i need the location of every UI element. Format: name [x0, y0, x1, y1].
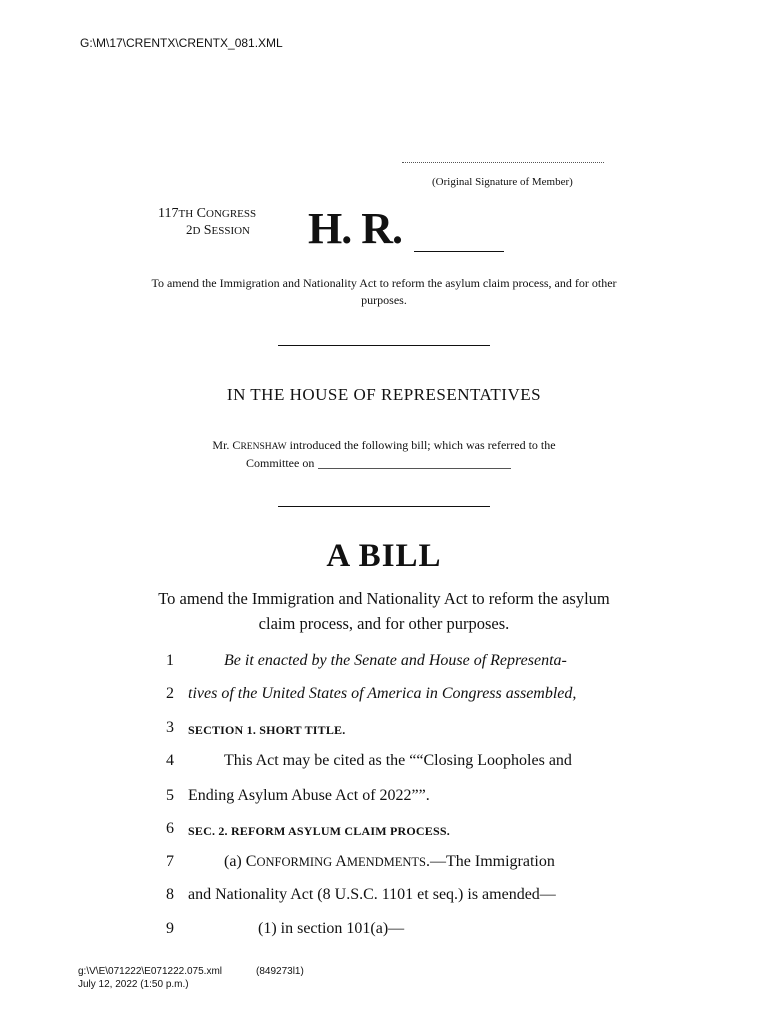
long-title: To amend the Immigration and Nationality Act to reform the asylum claim process, and for other purposes. [158, 589, 610, 633]
paragraph-line: (1) in section 101(a)— [258, 920, 405, 937]
short-description: To amend the Immigration and Nationality Act to reform the asylum claim process, and for other purposes. [151, 276, 617, 307]
enacting-clause-line: tives of the United States of America in Congress assembled, [188, 685, 577, 702]
section-heading: SEC. 2. REFORM ASYLUM CLAIM PROCESS. [188, 824, 450, 838]
body-text-line: Ending Asylum Abuse Act of 2022””. [188, 787, 430, 804]
line-number: 7 [166, 853, 174, 870]
session-label: 2D SESSION [186, 222, 251, 238]
divider-rule [278, 506, 490, 507]
body-text-line: and Nationality Act (8 U.S.C. 1101 et seq.) is amended— [188, 886, 556, 903]
footer-file: g:\V\E\071222\E071222.075.xml [78, 966, 222, 977]
subsection-heading-line: (a) CONFORMING AMENDMENTS.—The Immigration [224, 853, 555, 870]
house-heading: IN THE HOUSE OF REPRESENTATIVES [226, 385, 542, 404]
bill-title: A BILL [326, 538, 442, 574]
line-number: 8 [166, 886, 174, 903]
body-text-line: This Act may be cited as the ““Closing Loopholes and [224, 752, 572, 769]
line-number: 4 [166, 752, 174, 769]
line-number: 9 [166, 920, 174, 937]
footer-doc-id: (849273l1) [256, 966, 304, 977]
line-number: 2 [166, 685, 174, 702]
file-path: G:\M\17\CRENTX\CRENTX_081.XML [80, 36, 283, 50]
section-heading: SECTION 1. SHORT TITLE. [188, 723, 346, 737]
divider-rule [278, 345, 490, 346]
congress-label: 117TH CONGRESS [158, 206, 257, 221]
footer-date: July 12, 2022 (1:50 p.m.) [78, 979, 189, 990]
committee-blank [318, 468, 511, 469]
line-number: 3 [166, 719, 174, 736]
introduction-line: Mr. CRENSHAW introduced the following bill; which was referred to the [212, 438, 556, 452]
line-number: 6 [166, 820, 174, 837]
line-number: 5 [166, 787, 174, 804]
signature-line [402, 162, 604, 163]
bill-number-blank [414, 251, 504, 252]
committee-line: Committee on [246, 456, 511, 471]
line-number: 1 [166, 652, 174, 669]
signature-caption: (Original Signature of Member) [432, 176, 573, 188]
enacting-clause-line: Be it enacted by the Senate and House of Representa- [224, 652, 567, 669]
bill-designation: H. R. [308, 204, 402, 253]
